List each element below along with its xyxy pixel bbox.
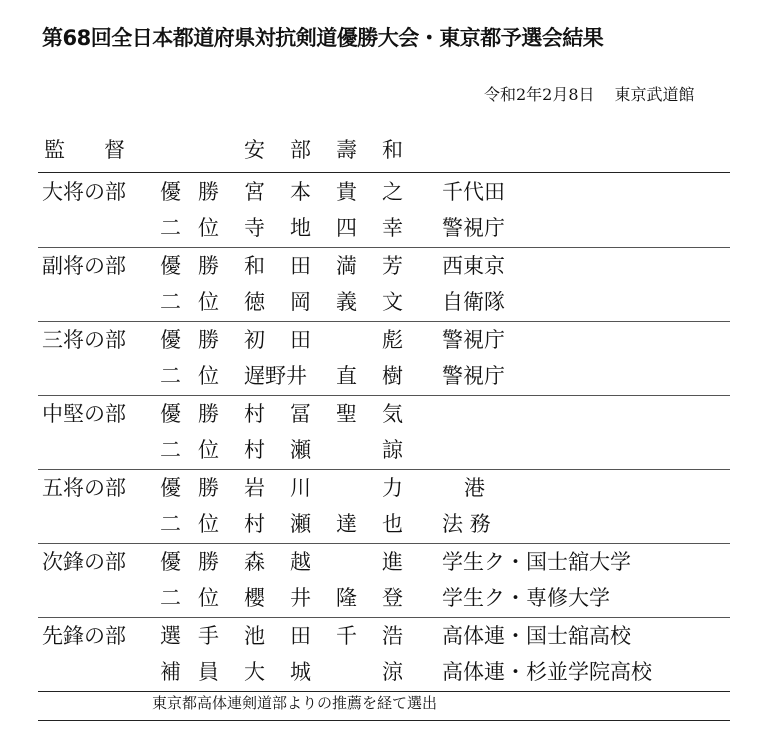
team-name: 港 (464, 476, 485, 500)
player-name-char: 櫻 (244, 586, 265, 610)
player-name-char: 満 (336, 254, 357, 278)
team-name: 警視庁 (442, 328, 505, 352)
player-name-char: 瀬 (290, 438, 311, 462)
rank-char: 二 (160, 586, 181, 610)
result-row (0, 176, 760, 212)
result-row (0, 286, 760, 322)
player-name-char: 樹 (382, 364, 403, 388)
rank-char: 優 (160, 328, 181, 352)
team-name: 学生ク・専修大学 (442, 586, 610, 610)
rank-char: 位 (198, 438, 219, 462)
rank-char: 二 (160, 438, 181, 462)
director-label-char: 督 (104, 138, 125, 162)
footnote: 東京都高体連剣道部よりの推薦を経て選出 (152, 694, 438, 712)
team-name: 警視庁 (442, 364, 505, 388)
player-name-char: 直 (336, 364, 357, 388)
player-name-char: 大 (244, 660, 265, 684)
director-name-char: 部 (290, 138, 311, 162)
player-name-char: 千 (336, 624, 357, 648)
player-name-char: 彪 (382, 328, 403, 352)
division-section (0, 618, 760, 692)
rank-char: 優 (160, 402, 181, 426)
team-name: 法 務 (442, 512, 491, 536)
result-row (0, 398, 760, 434)
player-name-char: 力 (382, 476, 403, 500)
player-name-char: 聖 (336, 402, 357, 426)
player-name-char: 森 (244, 550, 265, 574)
rank-char: 選 (160, 624, 181, 648)
player-name-char: 之 (382, 180, 403, 204)
division-section (0, 248, 760, 322)
player-name-char: 村 (244, 512, 265, 536)
division-label: 次鋒の部 (42, 550, 126, 574)
team-name: 高体連・国士舘高校 (442, 624, 631, 648)
player-name-char: 本 (290, 180, 311, 204)
dateline (484, 82, 695, 105)
team-name: 警視庁 (442, 216, 505, 240)
director-name-char: 壽 (336, 138, 357, 162)
player-name-char: 芳 (382, 254, 403, 278)
player-name-char: 村 (244, 402, 265, 426)
division-label: 五将の部 (42, 476, 126, 500)
rank-char: 勝 (198, 402, 219, 426)
result-row (0, 620, 760, 656)
player-name-char: 村 (244, 438, 265, 462)
player-name-char: 進 (382, 550, 403, 574)
player-name-char: 幸 (382, 216, 403, 240)
division-section (0, 396, 760, 470)
player-name-char: 浩 (382, 624, 403, 648)
player-name-char: 初 (244, 328, 265, 352)
rank-char: 補 (160, 660, 181, 684)
rank-char: 優 (160, 550, 181, 574)
rank-char: 勝 (198, 180, 219, 204)
player-name-char: 岡 (290, 290, 311, 314)
rank-char: 位 (198, 586, 219, 610)
player-name-char: 貴 (336, 180, 357, 204)
rank-char: 勝 (198, 254, 219, 278)
rank-char: 勝 (198, 328, 219, 352)
division-label: 三将の部 (42, 328, 126, 352)
rank-char: 位 (198, 512, 219, 536)
event-date: 令和2年2月8日 (484, 85, 595, 104)
division-section (0, 544, 760, 618)
division-section (0, 174, 760, 248)
rank-char: 優 (160, 476, 181, 500)
director-row (0, 134, 760, 160)
result-row (0, 250, 760, 286)
result-row (0, 324, 760, 360)
player-name-char: 遅野井 (244, 364, 307, 388)
rank-char: 位 (198, 364, 219, 388)
player-name-char: 涼 (382, 660, 403, 684)
director-name-char: 和 (382, 138, 403, 162)
rank-char: 二 (160, 512, 181, 536)
player-name-char: 冨 (290, 402, 311, 426)
team-name: 自衛隊 (442, 290, 505, 314)
division-label: 中堅の部 (42, 402, 126, 426)
rank-char: 位 (198, 290, 219, 314)
player-name-char: 義 (336, 290, 357, 314)
divider (38, 172, 730, 173)
director-label-char: 監 (44, 138, 65, 162)
player-name-char: 達 (336, 512, 357, 536)
player-name-char: 越 (290, 550, 311, 574)
rank-char: 位 (198, 216, 219, 240)
division-label: 大将の部 (42, 180, 126, 204)
page-title: 第68回全日本都道府県対抗剣道優勝大会・東京都予選会結果 (42, 26, 604, 50)
rank-char: 二 (160, 216, 181, 240)
result-row (0, 212, 760, 248)
player-name-char: 井 (290, 586, 311, 610)
division-section (0, 322, 760, 396)
player-name-char: 文 (382, 290, 403, 314)
player-name-char: 池 (244, 624, 265, 648)
player-name-char: 川 (290, 476, 311, 500)
rank-char: 二 (160, 290, 181, 314)
player-name-char: 瀬 (290, 512, 311, 536)
rank-char: 優 (160, 254, 181, 278)
player-name-char: 田 (290, 624, 311, 648)
team-name: 千代田 (442, 180, 505, 204)
player-name-char: 気 (382, 402, 403, 426)
team-name: 高体連・杉並学院高校 (442, 660, 652, 684)
division-label: 副将の部 (42, 254, 126, 278)
player-name-char: 田 (290, 328, 311, 352)
player-name-char: 徳 (244, 290, 265, 314)
result-row (0, 656, 760, 692)
player-name-char: 寺 (244, 216, 265, 240)
rank-char: 勝 (198, 550, 219, 574)
rank-char: 二 (160, 364, 181, 388)
player-name-char: 岩 (244, 476, 265, 500)
player-name-char: 登 (382, 586, 403, 610)
player-name-char: 城 (290, 660, 311, 684)
divider (38, 720, 730, 721)
result-row (0, 546, 760, 582)
player-name-char: 地 (290, 216, 311, 240)
player-name-char: 四 (336, 216, 357, 240)
result-row (0, 360, 760, 396)
result-row (0, 472, 760, 508)
player-name-char: 田 (290, 254, 311, 278)
director-name-char: 安 (244, 138, 265, 162)
player-name-char: 宮 (244, 180, 265, 204)
rank-char: 優 (160, 180, 181, 204)
player-name-char: 和 (244, 254, 265, 278)
rank-char: 員 (198, 660, 219, 684)
division-label: 先鋒の部 (42, 624, 126, 648)
result-row (0, 582, 760, 618)
team-name: 西東京 (442, 254, 505, 278)
player-name-char: 諒 (382, 438, 403, 462)
player-name-char: 也 (382, 512, 403, 536)
result-row (0, 508, 760, 544)
rank-char: 勝 (198, 476, 219, 500)
division-section (0, 470, 760, 544)
team-name: 学生ク・国士舘大学 (442, 550, 631, 574)
event-venue: 東京武道館 (614, 85, 695, 104)
rank-char: 手 (198, 624, 219, 648)
result-row (0, 434, 760, 470)
player-name-char: 隆 (336, 586, 357, 610)
